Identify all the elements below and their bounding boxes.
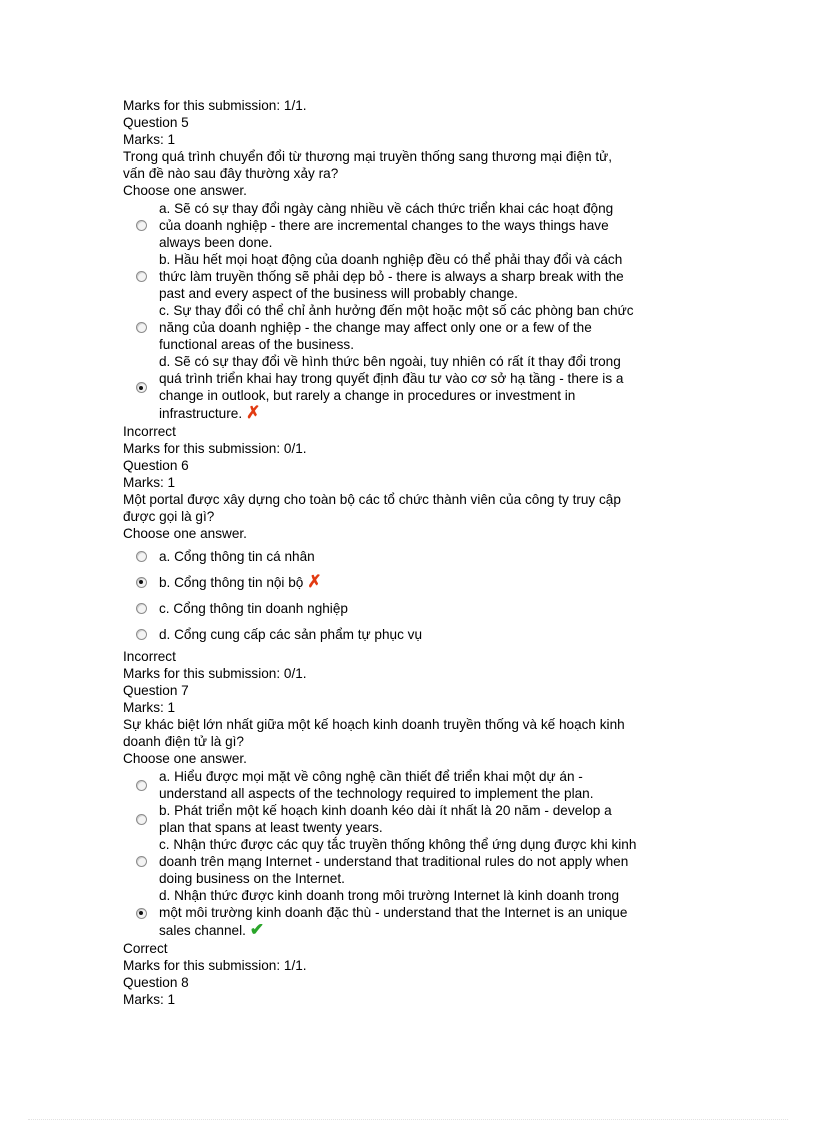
question-text <box>123 148 683 182</box>
radio-option-d-selected[interactable] <box>136 382 147 393</box>
question-marks: Marks: 1 <box>123 475 176 490</box>
question-title: Question 6 <box>123 458 189 473</box>
option-text: always been done. <box>159 235 273 250</box>
question-text-line: Một portal được xây dựng cho toàn bộ các tổ chức thành viên của công ty truy cập <box>123 492 621 507</box>
option-text: b. Cổng thông tin nội bộ <box>159 575 304 590</box>
question-title: Question 5 <box>123 115 189 130</box>
option-c[interactable] <box>123 595 703 621</box>
radio-option-d-selected[interactable] <box>136 908 147 919</box>
option-text: doing business on the Internet. <box>159 871 345 886</box>
question-title: Question 8 <box>123 975 189 990</box>
option-d[interactable] <box>123 353 703 422</box>
choose-prompt: Choose one answer. <box>123 751 247 766</box>
radio-option-c[interactable] <box>136 322 147 333</box>
option-text: c. Cổng thông tin doanh nghiệp <box>159 600 348 616</box>
submission-marks: Marks for this submission: 1/1. <box>123 98 307 113</box>
result-status: Correct <box>123 941 168 956</box>
result-status: Incorrect <box>123 649 176 664</box>
option-text: d. Nhận thức được kinh doanh trong môi trường Internet là kinh doanh trong <box>159 888 620 903</box>
question-text-line: vấn đề nào sau đây thường xảy ra? <box>123 166 339 181</box>
option-text: một môi trường kinh doanh đặc thù - understand that the Internet is an unique <box>159 905 628 920</box>
radio-option-a[interactable] <box>136 551 147 562</box>
option-text: b. Hầu hết mọi hoạt động của doanh nghiệp đều có thể phải thay đổi và cách <box>159 252 623 267</box>
question-marks: Marks: 1 <box>123 700 176 715</box>
page-bottom-divider <box>28 1119 788 1120</box>
radio-option-d[interactable] <box>136 629 147 640</box>
radio-option-c[interactable] <box>136 856 147 867</box>
option-b[interactable] <box>123 569 703 595</box>
radio-option-a[interactable] <box>136 220 147 231</box>
option-text: quá trình triển khai hay trong quyết định đầu tư vào cơ sở hạ tầng - there is a <box>159 371 624 386</box>
choose-prompt: Choose one answer. <box>123 526 247 541</box>
submission-marks: Marks for this submission: 0/1. <box>123 666 307 681</box>
option-text: understand all aspects of the technology required to implement the plan. <box>159 786 594 801</box>
question-text <box>123 491 683 525</box>
question-text-line: doanh điện tử là gì? <box>123 734 244 749</box>
option-text: năng của doanh nghiệp - the change may affect only one or a few of the <box>159 320 592 335</box>
quiz-review <box>123 97 703 1008</box>
radio-option-c[interactable] <box>136 603 147 614</box>
result-status: Incorrect <box>123 424 176 439</box>
correct-check-icon: ✔ <box>249 920 265 939</box>
option-text: a. Sẽ có sự thay đổi ngày càng nhiều về cách thức triển khai các hoạt động <box>159 201 614 216</box>
option-c[interactable] <box>123 302 703 353</box>
question-text-line: Sự khác biệt lớn nhất giữa một kế hoạch kinh doanh truyền thống và kế hoạch kinh <box>123 717 625 732</box>
question-text-line: được gọi là gì? <box>123 509 215 524</box>
answer-options <box>123 543 703 647</box>
option-text: plan that spans at least twenty years. <box>159 820 383 835</box>
radio-option-b[interactable] <box>136 271 147 282</box>
option-a[interactable] <box>123 543 703 569</box>
answer-options <box>123 768 703 939</box>
option-text: d. Sẽ có sự thay đổi về hình thức bên ngoài, tuy nhiên có rất ít thay đổi trong <box>159 354 621 369</box>
option-text: của doanh nghiệp - there are incremental changes to the ways things have <box>159 218 609 233</box>
option-text: doanh trên mạng Internet - understand that traditional rules do not apply when <box>159 854 629 869</box>
submission-marks: Marks for this submission: 0/1. <box>123 441 307 456</box>
question-marks: Marks: 1 <box>123 992 176 1007</box>
submission-marks: Marks for this submission: 1/1. <box>123 958 307 973</box>
option-text: d. Cổng cung cấp các sản phẩm tự phục vụ <box>159 626 423 642</box>
option-d[interactable] <box>123 621 703 647</box>
question-title: Question 7 <box>123 683 189 698</box>
radio-option-b-selected[interactable] <box>136 577 147 588</box>
option-text: a. Hiểu được mọi mặt về công nghệ cần thiết để triển khai một dự án - <box>159 769 583 784</box>
option-text: thức làm truyền thống sẽ phải dẹp bỏ - there is always a sharp break with the <box>159 269 624 284</box>
option-d[interactable] <box>123 887 703 939</box>
option-a[interactable] <box>123 768 703 802</box>
choose-prompt: Choose one answer. <box>123 183 247 198</box>
option-text: c. Sự thay đổi có thể chỉ ảnh hưởng đến một hoặc một số các phòng ban chức <box>159 303 634 318</box>
incorrect-x-icon: ✗ <box>246 403 261 422</box>
option-text: functional areas of the business. <box>159 337 354 352</box>
question-text-line: Trong quá trình chuyển đổi từ thương mại truyền thống sang thương mại điện tử, <box>123 149 612 164</box>
radio-option-b[interactable] <box>136 814 147 825</box>
option-a[interactable] <box>123 200 703 251</box>
incorrect-x-icon: ✗ <box>307 572 322 591</box>
option-b[interactable] <box>123 251 703 302</box>
option-text: c. Nhận thức được các quy tắc truyền thống không thể ứng dụng được khi kinh <box>159 837 637 852</box>
option-text: infrastructure. <box>159 406 243 421</box>
answer-options <box>123 200 703 422</box>
question-marks: Marks: 1 <box>123 132 176 147</box>
radio-option-a[interactable] <box>136 780 147 791</box>
option-text: change in outlook, but rarely a change in procedures or investment in <box>159 388 576 403</box>
option-text: past and every aspect of the business will probably change. <box>159 286 518 301</box>
option-text: sales channel. <box>159 923 246 938</box>
option-b[interactable] <box>123 802 703 836</box>
option-c[interactable] <box>123 836 703 887</box>
option-text: a. Cổng thông tin cá nhân <box>159 548 315 564</box>
option-text: b. Phát triển một kế hoạch kinh doanh kéo dài ít nhất là 20 năm - develop a <box>159 803 612 818</box>
question-text <box>123 716 683 750</box>
